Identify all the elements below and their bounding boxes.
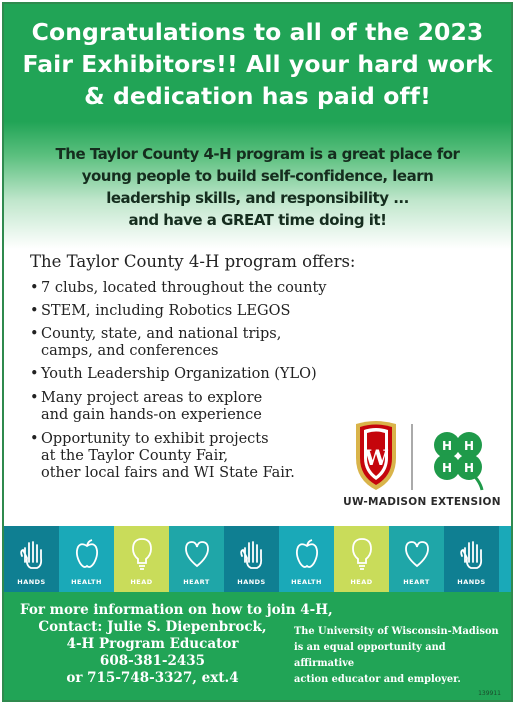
contact-phone: or 715-748-3327, ext.4	[66, 670, 239, 686]
svg-text:H: H	[441, 461, 453, 475]
heart-icon	[403, 536, 431, 572]
eeo-line: action educator and employer.	[294, 674, 461, 685]
crest-letter: W	[364, 445, 388, 470]
offer-item-line: • Youth Leadership Organization (YLO)	[41, 366, 317, 382]
clover-icon	[434, 432, 482, 490]
offer-item	[30, 390, 360, 424]
contact-line: For more information on how to join 4-H,	[20, 602, 333, 618]
apple-icon	[73, 536, 101, 572]
offer-item-line: • Opportunity to exhibit projects	[41, 431, 269, 447]
offer-item	[30, 366, 360, 383]
tile-hands	[444, 526, 499, 592]
offer-item-line: • STEM, including Robotics LEGOS	[41, 303, 291, 319]
tile-hands	[4, 526, 59, 592]
tile-partial	[499, 526, 511, 592]
tile-label: HEART	[183, 578, 210, 586]
logo-text: UW-MADISON EXTENSION	[343, 496, 501, 508]
offer-item-line: • 7 clubs, located throughout the county	[41, 280, 327, 296]
four-h-tile-strip	[4, 526, 511, 592]
hand-icon	[18, 536, 46, 572]
tile-hands	[224, 526, 279, 592]
tile-label: HEAD	[350, 578, 373, 586]
hand-icon	[238, 536, 266, 572]
tile-label: HEALTH	[71, 578, 102, 586]
header-band	[4, 4, 511, 249]
eeo-line: is an equal opportunity and affirmative	[294, 642, 446, 669]
headline	[12, 16, 503, 112]
offer-item	[30, 326, 360, 360]
svg-text:H: H	[463, 461, 475, 475]
footer-band	[4, 592, 511, 700]
offer-item	[30, 431, 360, 482]
offer-item	[30, 303, 360, 320]
offer-item-line: camps, and conferences	[41, 343, 219, 359]
contact-line: Contact: Julie S. Diepenbrock,	[38, 619, 267, 635]
tile-label: HANDS	[457, 578, 486, 586]
svg-text:H: H	[463, 439, 475, 453]
offer-item-line: other local fairs and WI State Fair.	[41, 465, 295, 481]
offer-item	[30, 280, 360, 297]
offers-list	[30, 280, 360, 482]
headline-line: Congratulations to all of the 2023	[31, 18, 484, 46]
offers-title: The Taylor County 4-H program offers:	[30, 252, 356, 271]
eeo-statement	[294, 624, 504, 688]
lightbulb-icon	[348, 536, 376, 572]
contact-info	[20, 602, 333, 687]
uw-extension-4h-logo	[342, 418, 502, 514]
subheadline-line: leadership skills, and responsibility ...	[106, 189, 409, 207]
heart-icon	[183, 536, 211, 572]
subheadline-line: The Taylor County 4-H program is a great place for	[55, 145, 460, 163]
offer-item-line: and gain hands-on experience	[41, 407, 262, 423]
ad-code: 139911	[478, 690, 501, 697]
headline-line: Fair Exhibitors!! All your hard work	[22, 50, 493, 78]
svg-text:H: H	[441, 439, 453, 453]
subheadline-line: young people to build self-confidence, learn	[81, 167, 434, 185]
logo-graphic	[342, 418, 502, 496]
tile-health	[279, 526, 334, 592]
apple-icon	[293, 536, 321, 572]
tile-label: HANDS	[17, 578, 46, 586]
tile-label: HEALTH	[291, 578, 322, 586]
contact-line: 4-H Program Educator	[66, 636, 239, 652]
offer-item-line: • Many project areas to explore	[41, 390, 263, 406]
lightbulb-icon	[128, 536, 156, 572]
offer-item-line: • County, state, and national trips,	[41, 326, 282, 342]
flyer	[2, 2, 513, 702]
tile-label: HANDS	[237, 578, 266, 586]
eeo-line: The University of Wisconsin-Madison	[294, 626, 499, 637]
headline-line: & dedication has paid off!	[84, 82, 431, 110]
tile-head	[114, 526, 169, 592]
hand-icon	[458, 536, 486, 572]
tile-health	[59, 526, 114, 592]
tile-heart	[169, 526, 224, 592]
offer-item-line: at the Taylor County Fair,	[41, 448, 229, 464]
tile-label: HEART	[403, 578, 430, 586]
tile-label: HEAD	[130, 578, 153, 586]
tile-head	[334, 526, 389, 592]
subheadline	[14, 143, 501, 231]
subheadline-line: and have a GREAT time doing it!	[128, 211, 387, 229]
contact-phone: 608-381-2435	[99, 653, 206, 669]
tile-heart	[389, 526, 444, 592]
